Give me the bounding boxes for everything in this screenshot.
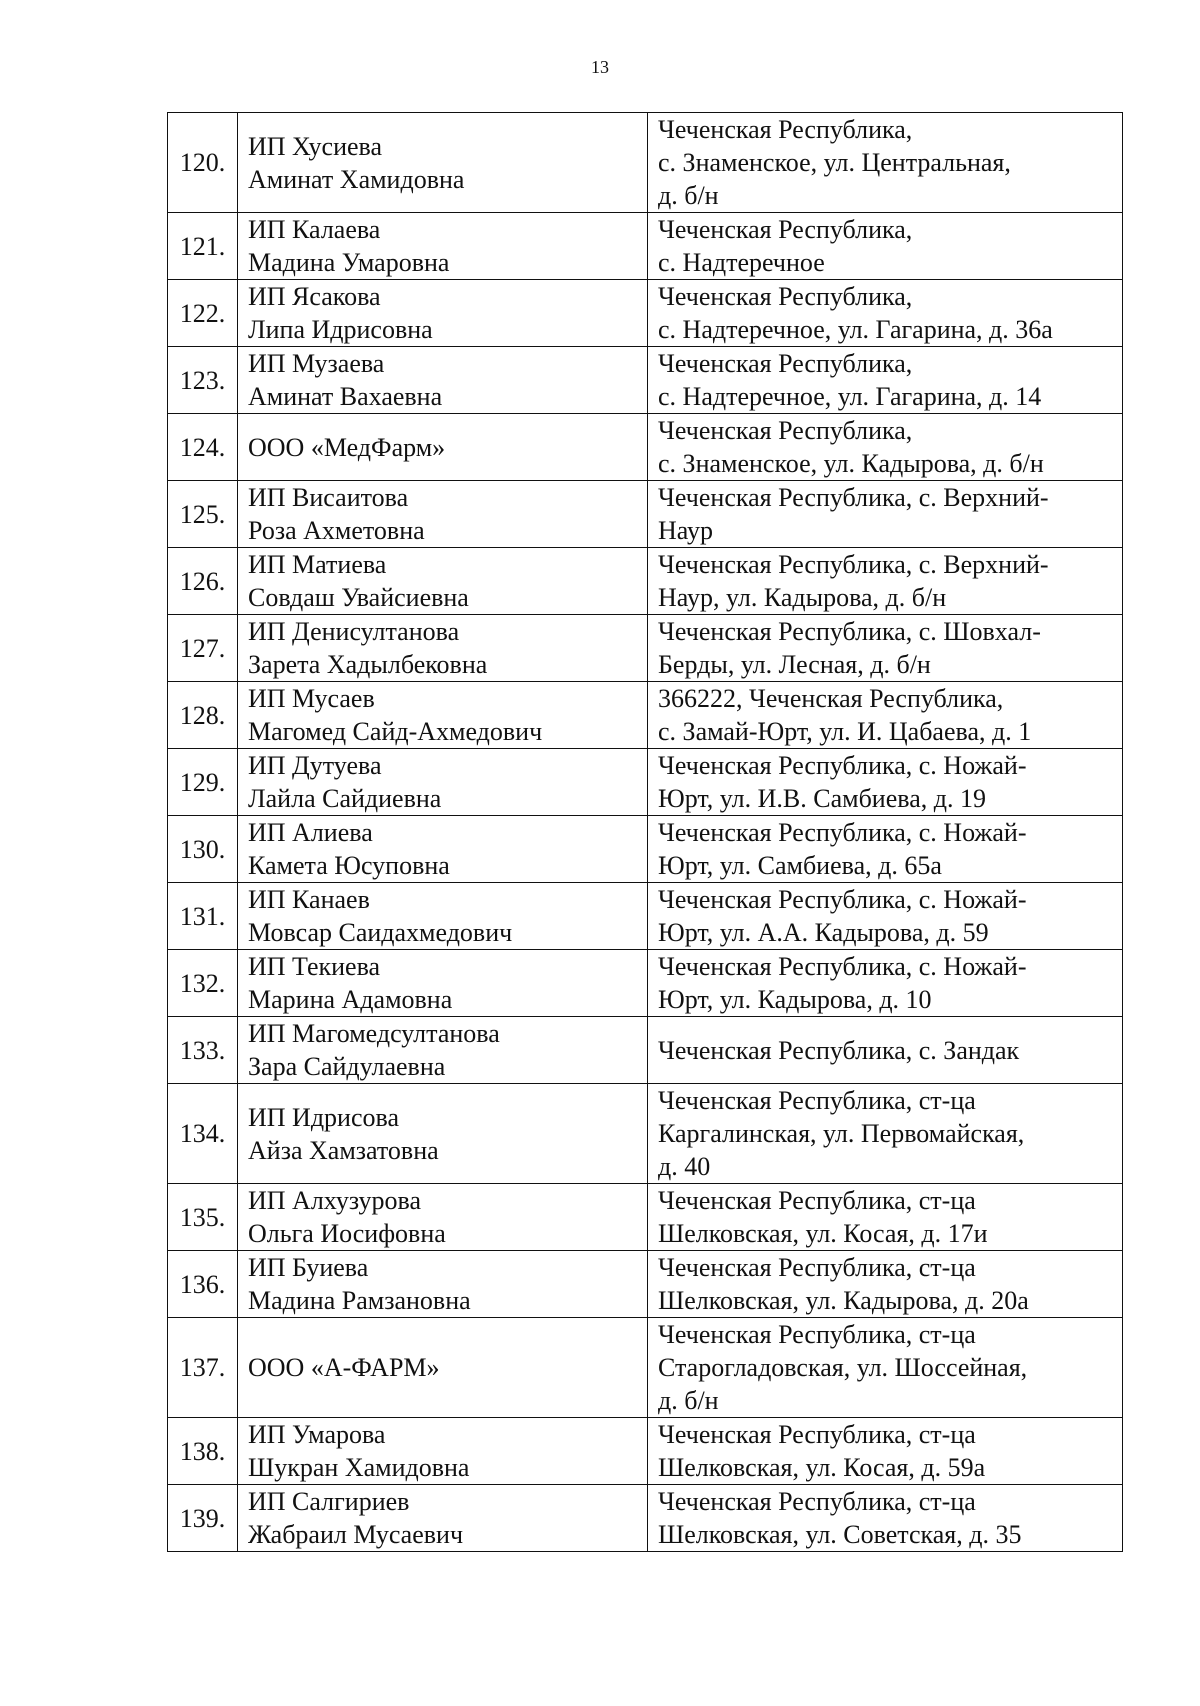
row-number: 122. — [168, 280, 238, 347]
organization-address: 366222, Чеченская Республика, с. Замай-Юрт, ул. И. Цабаева, д. 1 — [648, 682, 1123, 749]
table-row — [168, 347, 1123, 414]
organization-name: ООО «А-ФАРМ» — [238, 1318, 648, 1418]
organization-name: ИП Буиева Мадина Рамзановна — [238, 1251, 648, 1318]
organization-address: Чеченская Республика, с. Ножай- Юрт, ул. А.А. Кадырова, д. 59 — [648, 883, 1123, 950]
table-row — [168, 1318, 1123, 1418]
row-number: 134. — [168, 1084, 238, 1184]
row-number: 124. — [168, 414, 238, 481]
organization-name: ИП Денисултанова Зарета Хадылбековна — [238, 615, 648, 682]
organization-address: Чеченская Республика, ст-ца Шелковская, ул. Косая, д. 17и — [648, 1184, 1123, 1251]
organization-name: ИП Канаев Мовсар Саидахмедович — [238, 883, 648, 950]
table-row — [168, 1184, 1123, 1251]
table-row — [168, 883, 1123, 950]
row-number: 128. — [168, 682, 238, 749]
organization-name: ИП Ясакова Липа Идрисовна — [238, 280, 648, 347]
organization-address: Чеченская Республика, ст-ца Старогладовская, ул. Шоссейная, д. б/н — [648, 1318, 1123, 1418]
organization-address: Чеченская Республика, с. Верхний- Наур — [648, 481, 1123, 548]
organization-address: Чеченская Республика, с. Ножай- Юрт, ул. Кадырова, д. 10 — [648, 950, 1123, 1017]
row-number: 137. — [168, 1318, 238, 1418]
organization-name: ИП Мусаев Магомед Сайд-Ахмедович — [238, 682, 648, 749]
row-number: 121. — [168, 213, 238, 280]
organization-name: ИП Магомедсултанова Зара Сайдулаевна — [238, 1017, 648, 1084]
table-row — [168, 1251, 1123, 1318]
organization-address: Чеченская Республика, с. Знаменское, ул. Центральная, д. б/н — [648, 113, 1123, 213]
organization-name: ООО «МедФарм» — [238, 414, 648, 481]
organization-name: ИП Калаева Мадина Умаровна — [238, 213, 648, 280]
table-row — [168, 1084, 1123, 1184]
organization-name: ИП Умарова Шукран Хамидовна — [238, 1418, 648, 1485]
organization-name: ИП Матиева Совдаш Увайсиевна — [238, 548, 648, 615]
table-row — [168, 548, 1123, 615]
row-number: 123. — [168, 347, 238, 414]
table-row — [168, 113, 1123, 213]
table-row — [168, 481, 1123, 548]
row-number: 139. — [168, 1485, 238, 1552]
organization-address: Чеченская Республика, с. Ножай- Юрт, ул. И.В. Самбиева, д. 19 — [648, 749, 1123, 816]
row-number: 129. — [168, 749, 238, 816]
table-row — [168, 1017, 1123, 1084]
row-number: 130. — [168, 816, 238, 883]
organization-address: Чеченская Республика, с. Надтеречное — [648, 213, 1123, 280]
row-number: 131. — [168, 883, 238, 950]
row-number: 120. — [168, 113, 238, 213]
organization-name: ИП Алиева Камета Юсуповна — [238, 816, 648, 883]
organization-address: Чеченская Республика, с. Надтеречное, ул. Гагарина, д. 14 — [648, 347, 1123, 414]
organization-name: ИП Музаева Аминат Вахаевна — [238, 347, 648, 414]
organization-address: Чеченская Республика, ст-ца Шелковская, ул. Кадырова, д. 20а — [648, 1251, 1123, 1318]
row-number: 136. — [168, 1251, 238, 1318]
row-number: 133. — [168, 1017, 238, 1084]
table-row — [168, 414, 1123, 481]
table-row — [168, 615, 1123, 682]
organization-name: ИП Алхузурова Ольга Иосифовна — [238, 1184, 648, 1251]
organization-name: ИП Дутуева Лайла Сайдиевна — [238, 749, 648, 816]
table-row — [168, 950, 1123, 1017]
organization-name: ИП Идрисова Айза Хамзатовна — [238, 1084, 648, 1184]
table-row — [168, 1485, 1123, 1552]
page-number: 13 — [591, 57, 609, 77]
row-number: 126. — [168, 548, 238, 615]
organization-name: ИП Салгириев Жабраил Мусаевич — [238, 1485, 648, 1552]
row-number: 132. — [168, 950, 238, 1017]
table-body — [168, 113, 1123, 1552]
organization-name: ИП Хусиева Аминат Хамидовна — [238, 113, 648, 213]
organization-address: Чеченская Республика, ст-ца Шелковская, ул. Советская, д. 35 — [648, 1485, 1123, 1552]
row-number: 127. — [168, 615, 238, 682]
organization-address: Чеченская Республика, с. Зандак — [648, 1017, 1123, 1084]
organization-address: Чеченская Республика, ст-ца Каргалинская, ул. Первомайская, д. 40 — [648, 1084, 1123, 1184]
row-number: 135. — [168, 1184, 238, 1251]
organization-address: Чеченская Республика, с. Шовхал- Берды, ул. Лесная, д. б/н — [648, 615, 1123, 682]
organization-name: ИП Текиева Марина Адамовна — [238, 950, 648, 1017]
organization-address: Чеченская Республика, с. Надтеречное, ул. Гагарина, д. 36а — [648, 280, 1123, 347]
organization-address: Чеченская Республика, ст-ца Шелковская, ул. Косая, д. 59а — [648, 1418, 1123, 1485]
pharmacy-table — [167, 112, 1123, 1552]
organization-name: ИП Висаитова Роза Ахметовна — [238, 481, 648, 548]
table-row — [168, 682, 1123, 749]
table-row — [168, 1418, 1123, 1485]
row-number: 125. — [168, 481, 238, 548]
table-row — [168, 213, 1123, 280]
table-row — [168, 280, 1123, 347]
organization-address: Чеченская Республика, с. Знаменское, ул. Кадырова, д. б/н — [648, 414, 1123, 481]
table-row — [168, 816, 1123, 883]
organization-address: Чеченская Республика, с. Верхний- Наур, ул. Кадырова, д. б/н — [648, 548, 1123, 615]
organization-address: Чеченская Республика, с. Ножай- Юрт, ул. Самбиева, д. 65а — [648, 816, 1123, 883]
table-row — [168, 749, 1123, 816]
row-number: 138. — [168, 1418, 238, 1485]
